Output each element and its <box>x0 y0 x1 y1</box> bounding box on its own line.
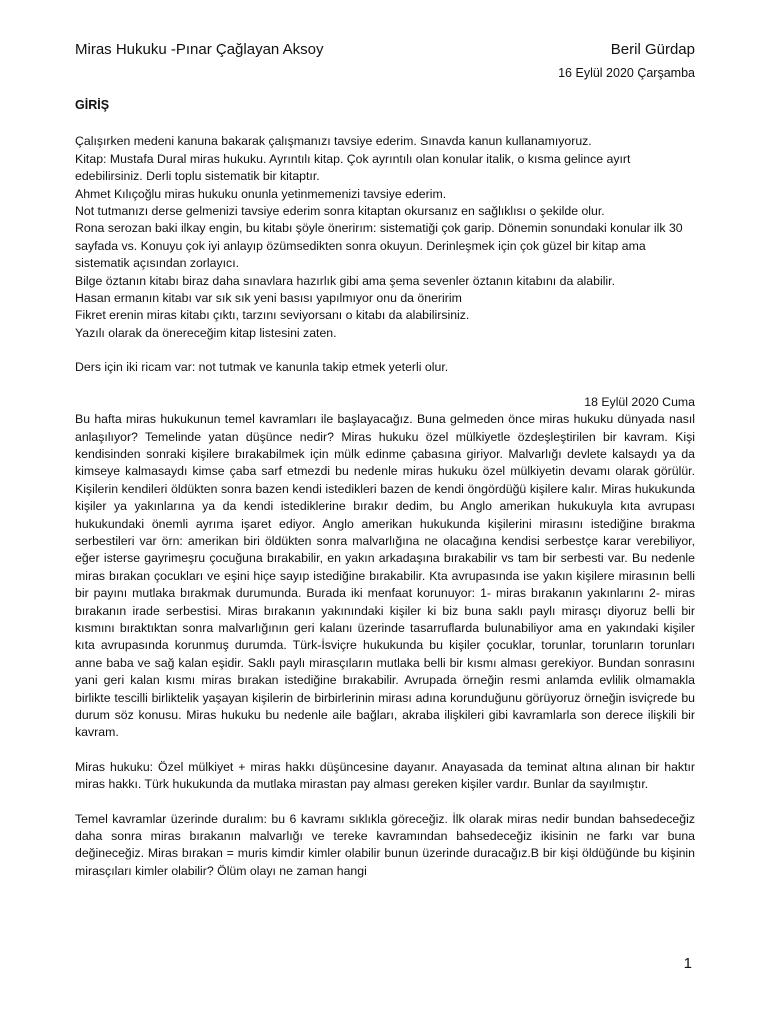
section-heading: GİRİŞ <box>75 98 110 112</box>
intro-line: Çalışırken medeni kanuna bakarak çalışmanızı tavsiye ederim. Sınavda kanun kullanamıyoruz. <box>75 134 592 149</box>
page-number: 1 <box>683 955 692 972</box>
header-course-title: Miras Hukuku -Pınar Çağlayan Aksoy <box>75 41 324 58</box>
intro-line: Rona serozan baki ilkay engin, bu kitabı şöyle önerirım: sistematiği çok garip. Dönemin sonundaki konular ilk 30 sayfada vs. Konuyu çok iyi anlayıp özümsedikten sonra okuyun. Derinleşmek için çok güzel bir kitap ama sistematik açısından zorlayıcı. <box>75 221 683 271</box>
paragraph-gap <box>75 794 695 811</box>
header-author: Beril Gürdap <box>610 41 695 58</box>
paragraph-gap <box>75 377 695 394</box>
lecture-date-1: 16 Eylül 2020 Çarşamba <box>558 66 695 80</box>
intro-line: Hasan ermanın kitabı var sık sık yeni basısı yapılmıyor onu da öneririm <box>75 291 462 306</box>
intro-line: Fikret erenin miras kitabı çıktı, tarzını seviyorsanı o kitabı da alabilirsiniz. <box>75 308 470 323</box>
body-paragraph: Temel kavramlar üzerinde duralım: bu 6 kavramı sıklıkla göreceğiz. İlk olarak miras nedir bundan bahsedeceğiz daha sonra miras bırakanın malvarlığı ve tereke kavramından bahsedeceğiz ikisinin ne farkı var buna değineceğiz. Miras bırakan = muris kimdir kimler olabilir bunun üzerinde duracağız.B bir kişi öldüğünde bu kişinin mirasçıları kimler olabilir? Ölüm olayı ne zaman hangi <box>75 811 695 878</box>
intro-line: Yazılı olarak da önereceğim kitap listesini zaten. <box>75 325 337 340</box>
intro-line: Kitap: Mustafa Dural miras hukuku. Ayrıntılı kitap. Çok ayrıntılı olan konular italik, o kısma gelince ayırt edebilirsiniz. Derli toplu sistematik bir kitaptır. <box>75 151 631 184</box>
intro-line: Bilge öztanın kitabı biraz daha sınavlara hazırlık gibi ama şema sevenler öztanın kitabını da alabilir. <box>75 273 615 288</box>
paragraph-gap <box>75 342 695 359</box>
intro-line: Not tutmanızı derse gelmenizi tavsiye ederim sonra kitaptan okursanız en sağlıklısı o şekilde olur. <box>75 204 605 219</box>
document-body <box>75 97 695 880</box>
body-paragraph: Bu hafta miras hukukunun temel kavramları ile başlayacağız. Buna gelmeden önce miras hukuku dünyada nasıl anlaşılıyor? Temelinde yatan düşünce nedir? Miras hukuku özel mülkiyetle özdeşleştirilen bir kavram. Kişi kendisinden sonraki kişilere bırakabilmek için mülk edinme çabasına giriyor. Malvarlığı devlete kalsaydı ya da kimseye kalmasaydı kimse çaba sarf etmezdi bu nedenle miras hukuku özel mülkiyetin devamı olarak görülür. Kişilerin kendileri öldükten sonra bazen kendi istedikleri bazen de kendi öngördüğü kişilere kalır. Miras hukukunda kişiler ya yakınlarına ya da kendi istediklerine bırakır dedim, bu Anglo amerikan hukukuyla kıta avrupası hukukundaki önemli ayrıma işaret ediyor. Anglo amerikan hukukunda kişilerini mirasını istediğine bırakma serbestileri var örn: amerikan biri öldükten sonra malvarlığına ne olacağına kendisi serbestçe karar verebiliyor, eğer isterse gayrimeşru çocuğuna bırakabilir, en yakın arkadaşına bırakabilir vs tam bir serbesti var. Bu nedenle miras bırakan çocukları ve eşini hiçe sayıp istediğine bırakabilir. Kta avrupasında ise yakın kişilere mirasının belli bir payını mutlaka bırakmak durumunda. Burada iki menfaat korunuyor: 1- miras bırakanın yakınlarını 2- miras bırakanın irade serbestisi. Miras bırakanın yakınındaki kişiler ki biz buna saklı paylı mirasçı diyoruz belli bir kısmını bıraktıktan sonra malvarlığının geri kalanı üzerinde tasarruflarda bulunabiliyor ama en yakındaki kişiler kıta avrupasında korunmuş durumda. Türk-İsviçre hukukunda bu kişiler çocuklar, torunlar, torunların torunları anne baba ve sağ kalan eşidir. Saklı paylı mirasçıların mutlaka belli bir kısmı alması gerekiyor. Bundan sonrasını yani geri kalan kısmı miras bırakan istediğine bırakabilir. Avrupada örneğin resmi anlamda evlilik olmamakla birlikte tescilli birliktelik yaşayan kişilerin de birbirlerinin mirası adına korunduğunu görüyoruz örneğin isviçrede bu durum söz konusu. Miras hukuku bu nedenle aile bağları, akraba ilişkileri gibi kavramlarla son derece ilişkili bir kavram. <box>75 412 695 740</box>
lecture-date-2: 18 Eylül 2020 Cuma <box>584 394 695 409</box>
ders-note: Ders için iki ricam var: not tutmak ve kanunla takip etmek yeterli olur. <box>75 360 449 375</box>
paragraph-gap <box>75 742 695 759</box>
body-paragraph: Miras hukuku: Özel mülkiyet + miras hakkı düşüncesine dayanır. Anayasada da teminat altına alınan bir haktır miras hakkı. Türk hukukunda da mutlaka mirastan pay alması gereken kişiler vardır. Bunlar da sayılmıştır. <box>75 759 695 792</box>
intro-line: Ahmet Kılıçoğlu miras hukuku onunla yetinmemenizi tavsiye ederim. <box>75 186 447 201</box>
